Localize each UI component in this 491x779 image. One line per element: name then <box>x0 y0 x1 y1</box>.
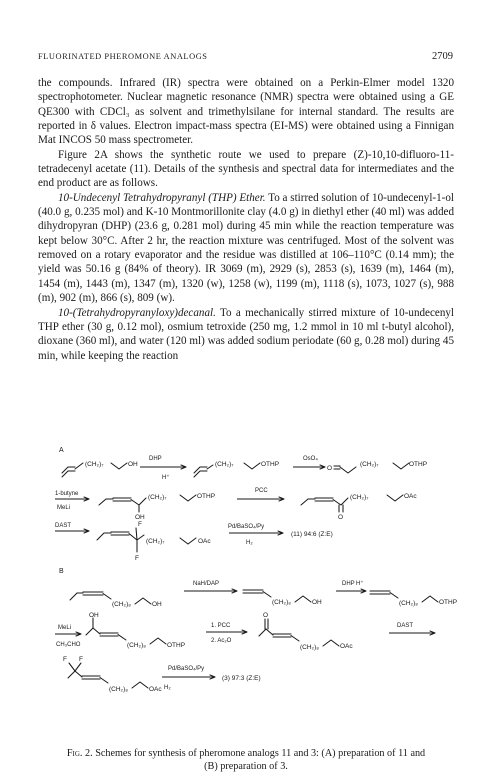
reagent-pcc: PCC <box>255 488 268 494</box>
reagent-dast: DAST <box>55 523 72 529</box>
reagent-dhp: DHP <box>149 456 162 462</box>
reagent-acid: H⁺ <box>356 581 364 587</box>
reagent-nah-dap: NaH/DAP <box>193 581 220 587</box>
difluoro-alkyne-acetate-structure <box>97 521 211 562</box>
chain-label: (CH₂)₈ <box>272 599 291 606</box>
hydroxyl-label: OH <box>89 612 99 619</box>
chain-label: (CH₂)₈ <box>399 600 418 607</box>
paragraph-text: Figure 2A shows the synthetic route we used to prepare (Z)-10,10-difluoro-11-tetradecenyl acetate (11). Details of the synthesis and spectral data for intermediates and the end product are as follows. <box>38 148 454 190</box>
panel-a-label: A <box>59 447 64 454</box>
figure-caption <box>60 747 432 773</box>
hydroxyl-label: OH <box>128 461 138 468</box>
paragraph-heading: 10-(Tetrahydropyranyloxy)decanal. <box>58 306 216 319</box>
arrow-hydrogenation <box>228 524 283 546</box>
product-11-label: (11) 94:6 (Z:E) <box>291 531 333 538</box>
reagent-hydrogen: H₂ <box>164 685 171 691</box>
fluorine-label: F <box>135 555 139 562</box>
reagent-catalyst: Pd/BaSO₄/Py <box>168 666 205 672</box>
page-number: 2709 <box>432 51 453 62</box>
hydroxyl-label: OH <box>152 601 162 608</box>
paragraph-text: To a stirred solution of 10-undecenyl-1-ol (40.0 g, 0.235 mol) and K-10 Montmorillonite clay (4.0 g) in diethyl ether (40 ml) was added dihydropyran (DHP) (23.6 g, 0.281 mol) during 45 min while the reaction temperature was kept below 30°C. After 2 hr, the reaction mixture was centrifuged. Most of the solvent was removed on a rotary evaporator and the residue was distilled at 106–110°C (0.14 mm); the yield was 50.16 g (84% of theory). IR 3069 (m), 2929 (s), 2853 (s), 1639 (m), 1464 (m), 1454 (m), 1443 (m), 1347 (m), 1320 (w), 1258 (w), 1199 (m), 1118 (s), 1073, 1027 (s), 988 (m), 902 (m), 866 (s), 809 (w). <box>38 191 454 305</box>
panel-b-label: B <box>59 568 64 575</box>
ketone-oxygen-label: O <box>338 514 344 521</box>
paragraph-text: To a mechanically stirred mixture of 10-undecenyl THP ether (30 g, 0.12 mol), osmium tetroxide (250 mg, 1.2 mmol in 10 ml t-butyl alcohol), dioxane (360 ml), and water (120 ml) was added sodium periodate (60 g, 0.28 mol) during 45 min, while keeping the reaction <box>38 306 454 362</box>
reagent-dhp: DHP <box>342 581 355 587</box>
reagent-catalyst: Pd/BaSO₄/Py <box>228 524 265 530</box>
arrow-dhp <box>140 456 186 481</box>
reagent-oso4: OsO₄ <box>303 456 318 462</box>
chain-label: (CH₂)₈ <box>112 601 131 608</box>
alkynone-acetate-structure <box>301 493 417 521</box>
fluorine-label: F <box>63 656 67 663</box>
fluorine-label: F <box>79 656 83 663</box>
paragraph-text: the compounds. Infrared (IR) spectra were obtained on a Perkin-Elmer model 1320 spectrophotometer. Nuclear magnetic resonance (NMR) spectra were obtained using a GE QE300 with CDCl₃ as solvent and trimethylsilane for internal standard. The results are reported in δ values. Electron impact-mass spectra (EI-MS) were obtained using a Finnigan Mat INCOS 50 mass spectrometer. <box>38 77 454 147</box>
reagent-pcc-step: 1. PCC <box>211 623 231 629</box>
othp-label: OTHP <box>261 461 280 468</box>
terminal-alkyne-thp-structure <box>370 591 457 607</box>
hydroxyl-label: OH <box>312 599 322 606</box>
product-3-label: (3) 97:3 (Z:E) <box>222 675 261 682</box>
running-title: FLUORINATED PHEROMONE ANALOGS <box>38 52 208 61</box>
acetate-label: OAc <box>149 686 162 693</box>
arrow-dast-b <box>389 623 435 635</box>
undecenyl-thp-ether-structure <box>194 461 279 477</box>
arrow-nah-dap <box>184 581 237 593</box>
reagent-butyne: 1-butyne <box>55 491 79 497</box>
ketone-oxygen-label: O <box>263 612 269 619</box>
decanal-thp-structure <box>327 461 427 473</box>
ynone-acetate-structure <box>259 612 353 651</box>
chain-label: (CH₂)₇ <box>85 461 104 468</box>
hydroxyl-label: OH <box>135 514 145 521</box>
reagent-acid: H⁺ <box>162 475 170 481</box>
reagent-meli: MeLi <box>58 625 72 631</box>
propargylic-alcohol-structure <box>86 612 185 649</box>
acetate-label: OAc <box>340 643 353 650</box>
fluorine-label: F <box>138 521 142 528</box>
dodecynol-structure <box>70 592 162 608</box>
reagent-dast: DAST <box>397 623 414 629</box>
alkynol-thp-structure <box>99 493 215 521</box>
arrow-hydrogenation-b <box>162 666 215 691</box>
arrow-oso4 <box>293 456 325 469</box>
chain-label: (CH₂)₈ <box>127 642 146 649</box>
arrow-meli-acetaldehyde <box>55 625 81 648</box>
chain-label: (CH₂)₇ <box>146 538 165 545</box>
othp-label: OTHP <box>197 493 216 500</box>
othp-label: OTHP <box>439 599 458 606</box>
difluoro-ynyl-acetate-structure <box>63 656 162 693</box>
reagent-ac2o-step: 2. Ac₂O <box>211 638 232 644</box>
undecenol-structure <box>62 461 138 477</box>
terminal-alkynol-structure <box>243 590 322 606</box>
chain-label: (CH₂)₇ <box>215 461 234 468</box>
arrow-pcc-ac2o <box>206 623 247 644</box>
reagent-hydrogen: H₂ <box>246 540 253 546</box>
paragraph-heading: 10-Undecenyl Tetrahydropyranyl (THP) Ether. <box>58 191 266 204</box>
caption-text: Schemes for synthesis of pheromone analogs 11 and 3: (A) preparation of 11 and (B) preparation of 3. <box>92 748 426 772</box>
arrow-butyne-meli <box>55 491 89 511</box>
arrow-pcc <box>237 488 284 501</box>
chain-label: (CH₂)₈ <box>109 686 128 693</box>
chain-label: (CH₂)₈ <box>300 644 319 651</box>
othp-label: OTHP <box>167 642 186 649</box>
aldehyde-oxygen-label: O <box>327 465 333 472</box>
acetate-label: OAc <box>404 493 417 500</box>
acetate-label: OAc <box>198 538 211 545</box>
reagent-acetaldehyde: CH₃CHO <box>56 642 81 648</box>
chain-label: (CH₂)₇ <box>360 461 379 468</box>
figure-label: Fig. 2. <box>66 748 93 759</box>
chain-label: (CH₂)₇ <box>350 494 369 501</box>
arrow-dhp-b <box>336 580 366 593</box>
reagent-meli: MeLi <box>57 505 71 511</box>
chain-label: (CH₂)₇ <box>148 494 167 501</box>
othp-label: OTHP <box>409 461 428 468</box>
arrow-dast <box>55 523 89 533</box>
